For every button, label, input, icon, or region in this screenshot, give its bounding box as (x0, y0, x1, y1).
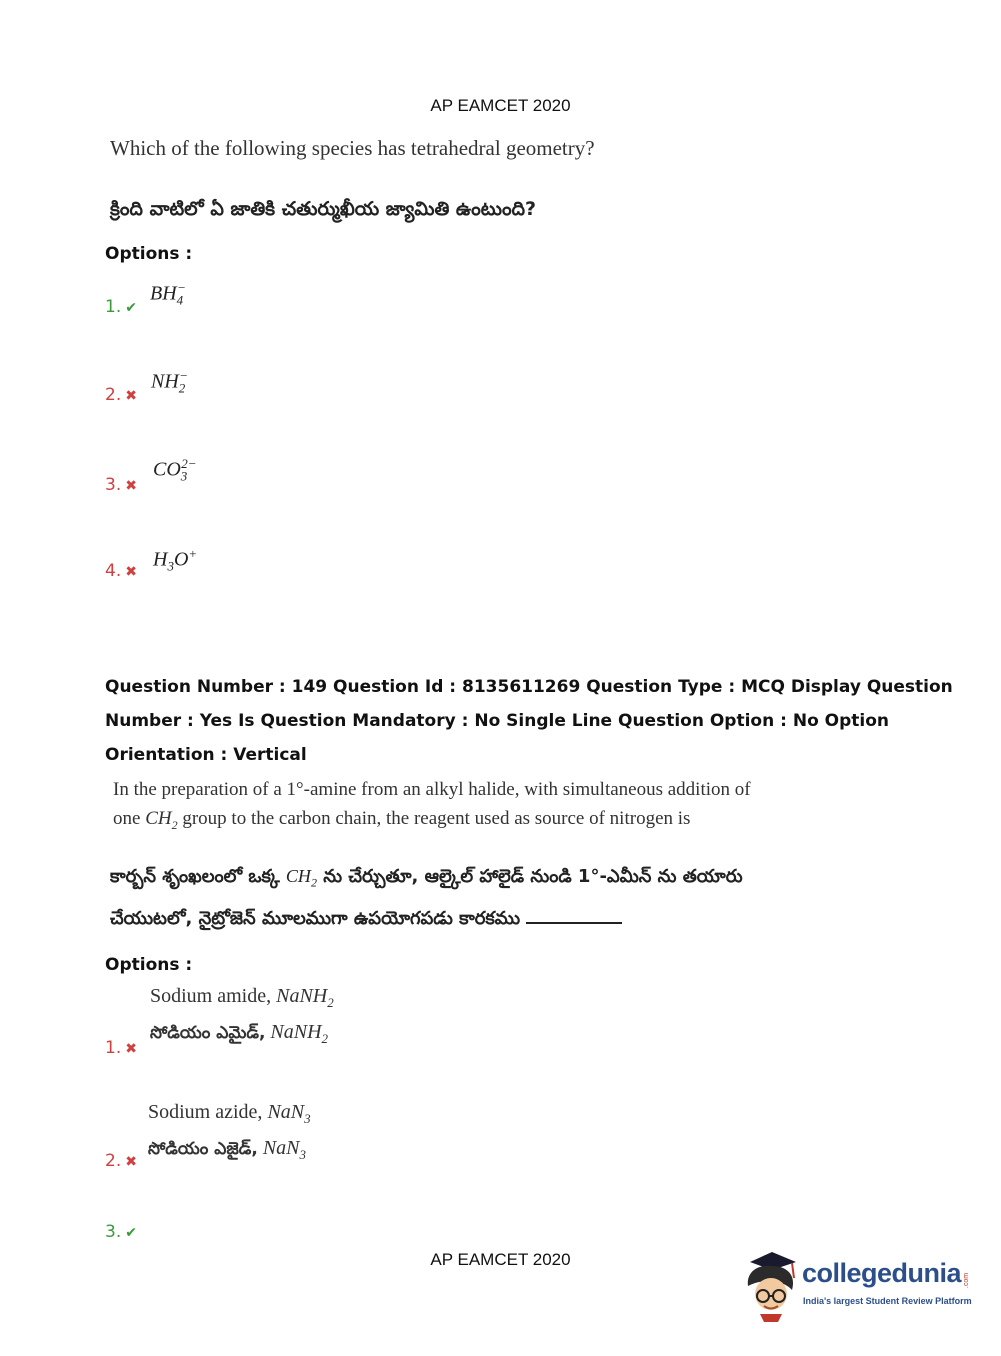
option-text-telugu: సోడియం ఎమైడ్, NaNH$_2$ (150, 1021, 329, 1046)
option-text-english: Sodium azide, NaN$_3$ (148, 1101, 311, 1126)
option-text-telugu: సోడియం ఎజైడ్, NaN$_3$ (148, 1137, 307, 1162)
correct-check-icon: ✔ (125, 1225, 137, 1241)
wrong-cross-icon: ✖ (125, 1154, 137, 1170)
q2-option-3: 3. ✔ (105, 1222, 137, 1242)
correct-check-icon: ✔ (125, 300, 137, 316)
page-header: AP EAMCET 2020 (430, 96, 571, 115)
option-number: 2. ✖ (105, 385, 137, 405)
question-text-english: Which of the following species has tetrahedral geometry? (110, 136, 595, 160)
option-number: 3. ✖ (105, 475, 137, 495)
wrong-cross-icon: ✖ (125, 1041, 137, 1057)
option-formula: $BH_4^-$ (150, 280, 186, 308)
option-number: 1. ✖ (105, 1038, 137, 1058)
option-number: 4. ✖ (105, 561, 137, 581)
mascot-icon (742, 1250, 802, 1322)
logo-tagline: India's largest Student Review Platform (803, 1296, 972, 1306)
question-2-text-english-line-1: In the preparation of a 1°-amine from an alkyl halide, with simultaneous addition of (113, 779, 751, 800)
wrong-cross-icon: ✖ (125, 478, 137, 494)
option-number: 1. ✔ (105, 297, 137, 317)
page-footer: AP EAMCET 2020 (430, 1250, 571, 1269)
option-formula: $H_3O^+$ (153, 546, 198, 574)
option-formula: $NH_2^-$ (151, 368, 189, 396)
option-formula: $CO_3^{2-}$ (153, 456, 197, 484)
collegedunia-logo (742, 1250, 972, 1330)
logo-wordmark: collegedunia .com (802, 1258, 971, 1289)
option-number: 2. ✖ (105, 1151, 137, 1171)
question-meta-line-1: Question Number : 149 Question Id : 8135611269 Question Type : MCQ Display Question (105, 677, 953, 697)
question-meta-line-2: Number : Yes Is Question Mandatory : No Single Line Question Option : No Option (105, 711, 890, 731)
wrong-cross-icon: ✖ (125, 564, 137, 580)
answer-blank (526, 922, 622, 924)
question-2-text-english-line-2: one $CH_2$ group to the carbon chain, the reagent used as source of nitrogen is (113, 808, 691, 832)
question-text-telugu: క్రింది వాటిలో ఏ జాతికి చతుర్ముఖీయ జ్యామితి ఉంటుంది? (110, 198, 537, 220)
options-label: Options : (105, 244, 193, 264)
question-2-text-telugu-line-2: చేయుటలో, నైట్రోజెన్ మూలముగా ఉపయోగపడు కారకము (110, 908, 622, 933)
wrong-cross-icon: ✖ (125, 388, 137, 404)
question-2-text-telugu-line-1: కార్బన్ శృంఖలంలో ఒక్క $CH_2$ ను చేర్చుతూ, ఆల్కైల్ హాలైడ్ నుండి 1°-ఎమీన్ ను తయారు (110, 866, 743, 890)
options-label: Options : (105, 955, 193, 975)
question-meta-line-3: Orientation : Vertical (105, 745, 307, 765)
option-text-english: Sodium amide, NaNH$_2$ (150, 985, 334, 1010)
